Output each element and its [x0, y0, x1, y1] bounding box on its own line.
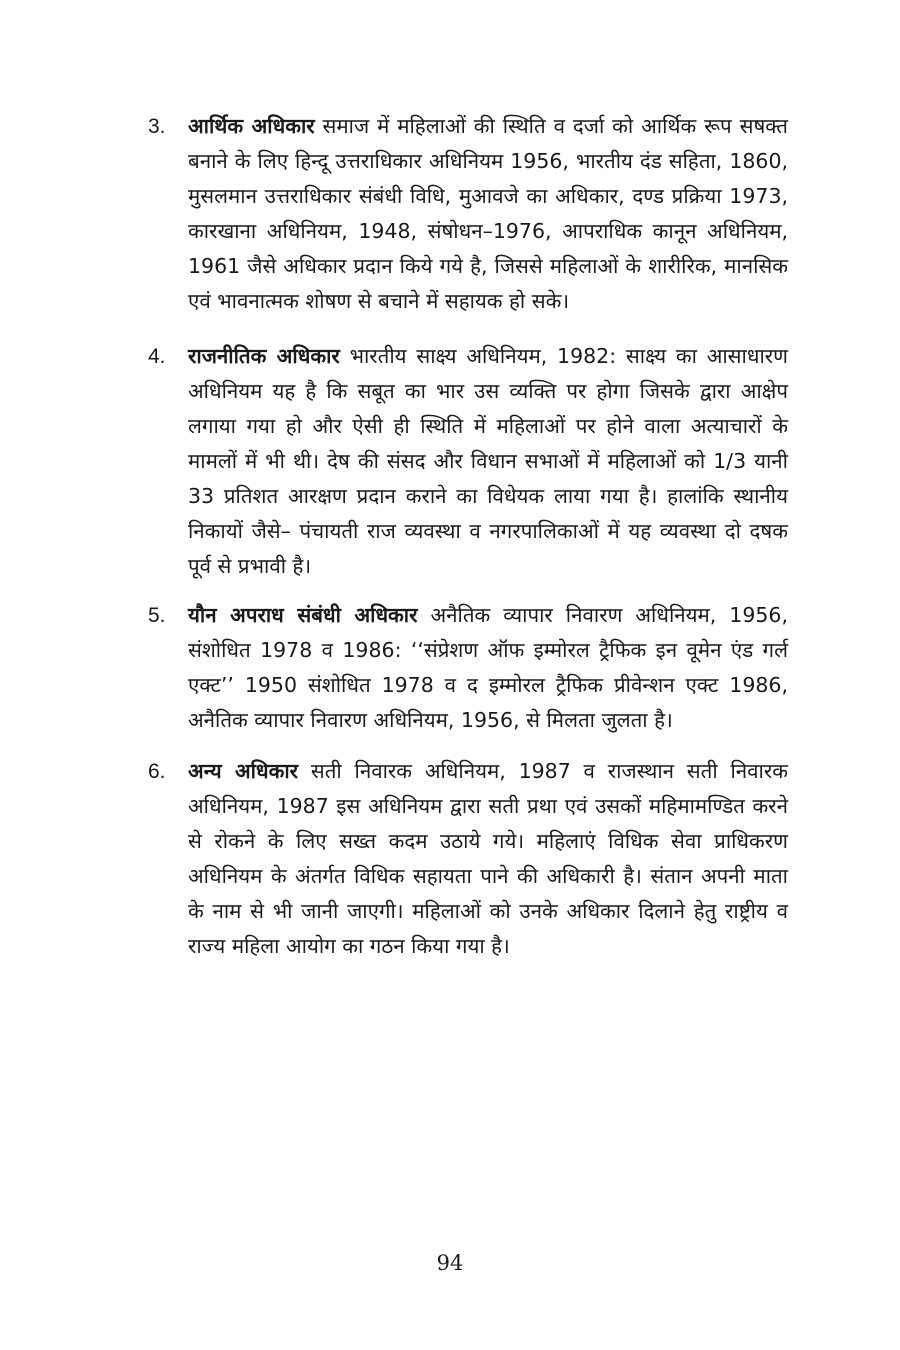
- list-item-political-rights: [148, 339, 788, 584]
- list-item-paragraph: [188, 109, 788, 319]
- list-item-heading: यौन अपराध संबंधी अधिकार: [188, 603, 418, 627]
- list-item-heading: अन्य अधिकार: [188, 759, 299, 783]
- list-item-paragraph: [188, 754, 788, 964]
- list-item-number: 5.: [148, 604, 166, 627]
- list-item-sexual-offence-rights: [148, 598, 788, 738]
- list-item-number: 6.: [148, 760, 166, 783]
- list-item-number: 3.: [148, 115, 166, 138]
- list-item-economic-rights: [148, 109, 788, 319]
- list-item-heading: आर्थिक अधिकार: [188, 114, 315, 138]
- page-number: 94: [436, 1251, 464, 1275]
- list-item-other-rights: [148, 754, 788, 964]
- list-item-heading: राजनीतिक अधिकार: [188, 344, 340, 368]
- list-item-text: सती निवारक अधिनियम, 1987 व राजस्थान सती निवारक अधिनियम, 1987 इस अधिनियम द्वारा सती प्रथा एवं उसकों महिमामण्डित करने से रोकने के लिए सख्त कदम उठाये गये। महिलाएं विधिक सेवा प्राधिकरण अधिनियम के अंतर्गत विधिक सहायता पाने की अधिकारी है। संतान अपनी माता के नाम से भी जानी जाएगी। महिलाओं को उनके अधिकार दिलाने हेतु राष्ट्रीय व राज्य महिला आयोग का गठन किया गया है।: [188, 759, 788, 958]
- rights-list: [148, 109, 788, 964]
- list-item-number: 4.: [148, 345, 166, 368]
- list-item-text: समाज में महिलाओं की स्थिति व दर्जा को आर्थिक रूप सषक्त बनाने के लिए हिन्दू उत्तराधिकार अधिनियम 1956, भारतीय दंड सहिता, 1860, मुसलमान उत्तराधिकार संबंधी विधि, मुआवजे का अधिकार, दण्ड प्रक्रिया 1973, कारखाना अधिनियम, 1948, संषोधन–1976, आपराधिक कानून अधिनियम, 1961 जैसे अधिकार प्रदान किये गये है, जिससे महिलाओं के शारीरिक, मानसिक एवं भावनात्मक शोषण से बचाने में सहायक हो सके।: [188, 114, 788, 313]
- list-item-text: अनैतिक व्यापार निवारण अधिनियम, 1956, संशोधित 1978 व 1986: ‘‘संप्रेशण ऑफ इम्मोरल ट्रैफिक इन वूमेन एंड गर्ल एक्ट’’ 1950 संशोधित 1978 व द इम्मोरल ट्रैफिक प्रीवेन्शन एक्ट 1986, अनैतिक व्यापार निवारण अधिनियम, 1956, से मिलता जुलता है।: [188, 603, 788, 732]
- list-item-paragraph: [188, 598, 788, 738]
- list-item-text: भारतीय साक्ष्य अधिनियम, 1982: साक्ष्य का आसाधारण अधिनियम यह है कि सबूत का भार उस व्यक्ति पर होगा जिसके द्वारा आक्षेप लगाया गया हो और ऐसी ही स्थिति में महिलाओं पर होने वाला अत्याचारों के मामलों में भी थी। देष की संसद और विधान सभाओं में महिलाओं को 1/3 यानी 33 प्रतिशत आरक्षण प्रदान कराने का विधेयक लाया गया है। हालांकि स्थानीय निकायों जैसे– पंचायती राज व्यवस्था व नगरपालिकाओं में यह व्यवस्था दो दषक पूर्व से प्रभावी है।: [188, 344, 788, 578]
- list-item-paragraph: [188, 339, 788, 584]
